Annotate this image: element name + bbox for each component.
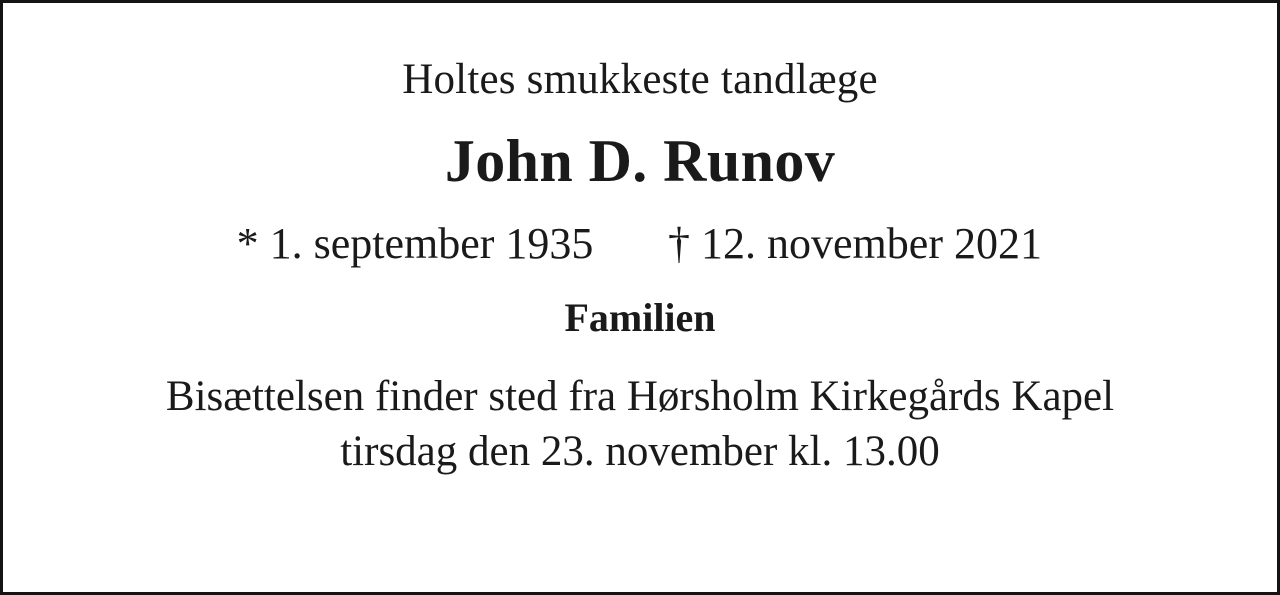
birth-date: * 1. september 1935 [236,219,594,269]
signature-family: Familien [564,294,716,340]
obituary-epithet: Holtes smukkeste tandlæge [402,56,878,103]
death-date: † 12. november 2021 [668,219,1042,269]
deceased-name: John D. Runov [444,128,836,195]
service-location: Bisættelsen finder sted fra Hørsholm Kirkegårds Kapel [165,372,1115,420]
service-details [50,369,1230,479]
life-dates [43,220,1237,268]
service-time: tirsdag den 23. november kl. 13.00 [340,427,940,475]
